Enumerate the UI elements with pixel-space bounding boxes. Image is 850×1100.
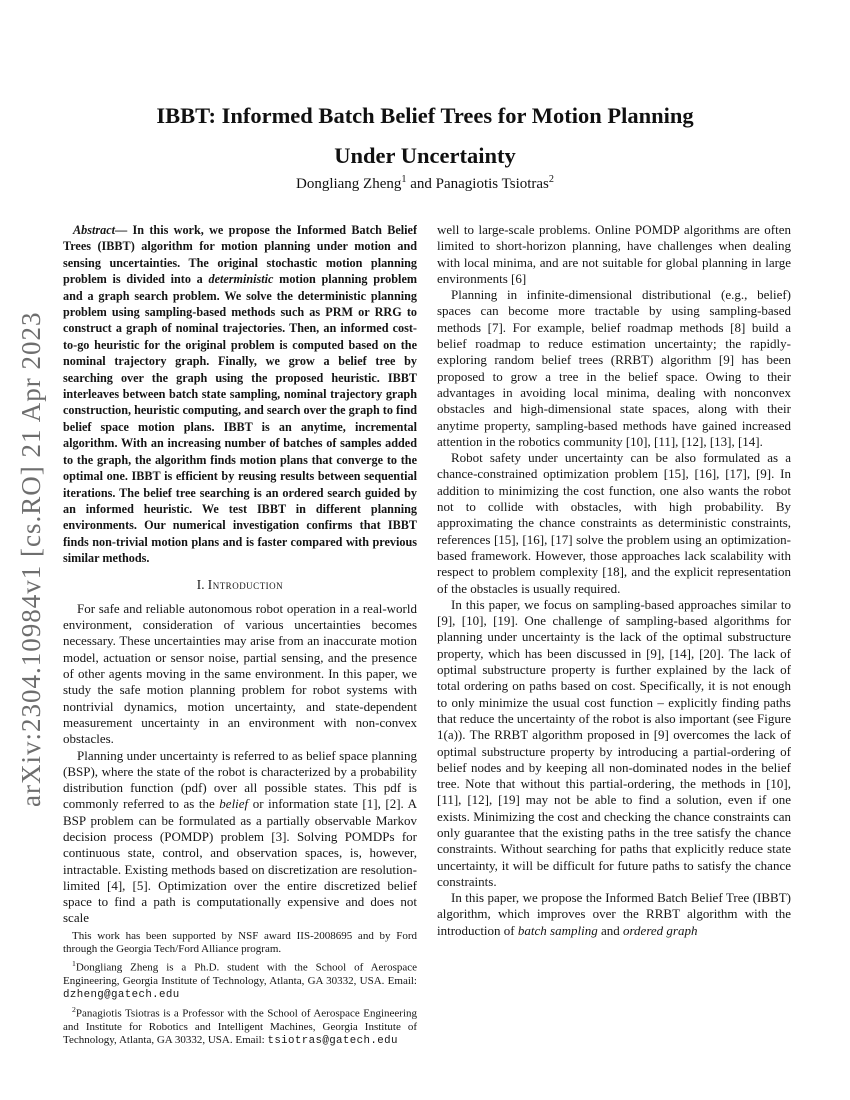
intro-paragraph-2: Planning under uncertainty is referred to as belief space planning (BSP), where the state of the robot is characterized by a probability distribution function (pdf) over all possible states. This pdf is commonly referred to as the belief or information state [1], [2]. A BSP problem can be formulated as a partially observable Markov decision process (POMDP) problem [3]. Solving POMDPs for continuous state, control, and observation spaces, is, however, intractable. Existing methods based on discretization are resolution-limited [4], [5]. Optimization over the entire discretized belief space to find a path is computationally expensive and does not scale: [63, 747, 417, 926]
paper-title-line2: Under Uncertainty: [334, 143, 516, 168]
section-number: I.: [196, 576, 205, 592]
body-paragraph-optimal-substructure: In this paper, we focus on sampling-based approaches similar to [9], [10], [19]. One challenge of sampling-based algorithms for planning under uncertainty is the lack of the optimal substructure property, which has been discussed in [9], [14], [20]. The lack of optimal substructure property is further explained by the lack of total ordering on paths based on cost. Specifically, it is not enough to only minimize the usual cost function – explicitly finding paths that reduce the uncertainty of the robot is also important (see Figure 1(a)). The RRBT algorithm proposed in [9] overcomes the lack of optimal substructure property by introducing a partial-ordering of belief nodes and by keeping all non-dominated nodes in the belief tree. Note that without this partial-ordering, the methods in [10], [11], [12], [19] may not be able to find a solution, even if one exists. Minimizing the cost and checking the chance constraints can only guarantee that the existing paths in the tree satisfy the chance constraints. Without searching for paths that explicitly reduce state uncertainty, it will be difficult for future paths to satisfy the chance constraints.: [437, 596, 791, 889]
paper-title: [0, 96, 850, 176]
intro-paragraph-1: For safe and reliable autonomous robot operation in a real-world environment, consideration of various uncertainties becomes necessary. These uncertainties may arise from an inaccurate motion model, actuation or sensor noise, partial sensing, and the presence of other agents moving in the same environment. In this paper, we study the safe motion planning problem for robot systems with nontrivial dynamics, motion uncertainty, and state-dependent measurement uncertainty in an environment with non-convex obstacles.: [63, 600, 417, 747]
footnote-block: [63, 930, 417, 1049]
body-paragraph-chance-constraints: Robot safety under uncertainty can be also formulated as a chance-constrained optimization problem [15], [16], [17], [9]. In addition to minimizing the cost function, one also wants the robot not to collide with obstacles, with high probability. By approximating the chance constraints as deterministic constraints, references [15], [16], [17] solve the problem using an optimization-based framework. However, those approaches lack scalability with respect to problem complexity [18], and the explicit representation of the obstacles is usually required.: [437, 450, 791, 596]
right-column: [437, 222, 791, 1082]
section-title: Introduction: [207, 576, 284, 592]
body-paragraph-sampling-methods: Planning in infinite-dimensional distributional (e.g., belief) spaces can become more tractable by using sampling-based methods [7]. For example, belief roadmap methods [8] build a belief roadmap to reduce estimation uncertainty; the rapidly-exploring random belief trees (RRBT) algorithm [9] has been proposed to grow a tree in the belief space. Owing to their advantages in avoiding local minima, dealing with nonconvex obstacles and high-dimensional state spaces, along with their anytime property, sampling-based methods have gained increased attention in the robotics community [10], [11], [12], [13], [14].: [437, 287, 791, 449]
body-paragraph-continuation: well to large-scale problems. Online POMDP algorithms are often limited to short-horizon planning, have challenges when dealing with local minima, and are not suitable for global planning in large environments [6]: [437, 222, 791, 286]
author-line: Dongliang Zheng$^1$ and Panagiotis Tsiotras$^2$: [295, 174, 554, 192]
left-column: [63, 222, 417, 928]
footnote-author-1: $^1$Dongliang Zheng is a Ph.D. student with the School of Aerospace Engineering, Georgia Institute of Technology, Atlanta, GA 30332, USA. Email: dzheng@gatech.edu: [63, 958, 417, 1002]
section-heading-introduction: [63, 577, 417, 593]
footnote-funding: This work has been supported by NSF award IIS-2008695 and by Ford through the Georgia Tech/Ford Alliance program.: [63, 930, 417, 956]
footnote-author-2: $^2$Panagiotis Tsiotras is a Professor with the School of Aerospace Engineering and Institute for Robotics and Intelligent Machines, Georgia Institute of Technology, Atlanta, GA 30332, USA. Email: tsiotras@gatech.edu: [63, 1004, 417, 1048]
body-paragraph-ibbt-proposal: In this paper, we propose the Informed Batch Belief Tree (IBBT) algorithm, which improves over the RRBT algorithm with the introduction of batch sampling and ordered graph: [437, 890, 791, 938]
paper-title-line1: IBBT: Informed Batch Belief Trees for Motion Planning: [156, 103, 694, 128]
arxiv-watermark: arXiv:2304.10984v1 [cs.RO] 21 Apr 2023: [16, 311, 46, 807]
abstract-paragraph: Abstract— In this work, we propose the Informed Batch Belief Trees (IBBT) algorithm for motion planning under motion and sensing uncertainties. The original stochastic motion planning problem is divided into a deterministic motion planning problem and a graph search problem. We solve the deterministic planning problem using sampling-based methods such as PRM or RRG to construct a graph of nominal trajectories. Then, an informed cost-to-go heuristic for the original problem is computed based on the nominal trajectory graph. Finally, we grow a belief tree by searching over the graph using the proposed heuristic. IBBT interleaves between batch state sampling, nominal trajectory graph construction, heuristic computing, and search over the graph to find belief space motion plans. IBBT is an anytime, incremental algorithm. With an increasing number of batches of samples added to the graph, the algorithm finds motion plans that converge to the optimal one. IBBT is efficient by reusing results between sequential iterations. The belief tree searching is an ordered search guided by an informed heuristic. We test IBBT in different planning environments. Our numerical investigation confirms that IBBT finds non-trivial motion plans and is faster compared with previous similar methods.: [63, 223, 417, 566]
